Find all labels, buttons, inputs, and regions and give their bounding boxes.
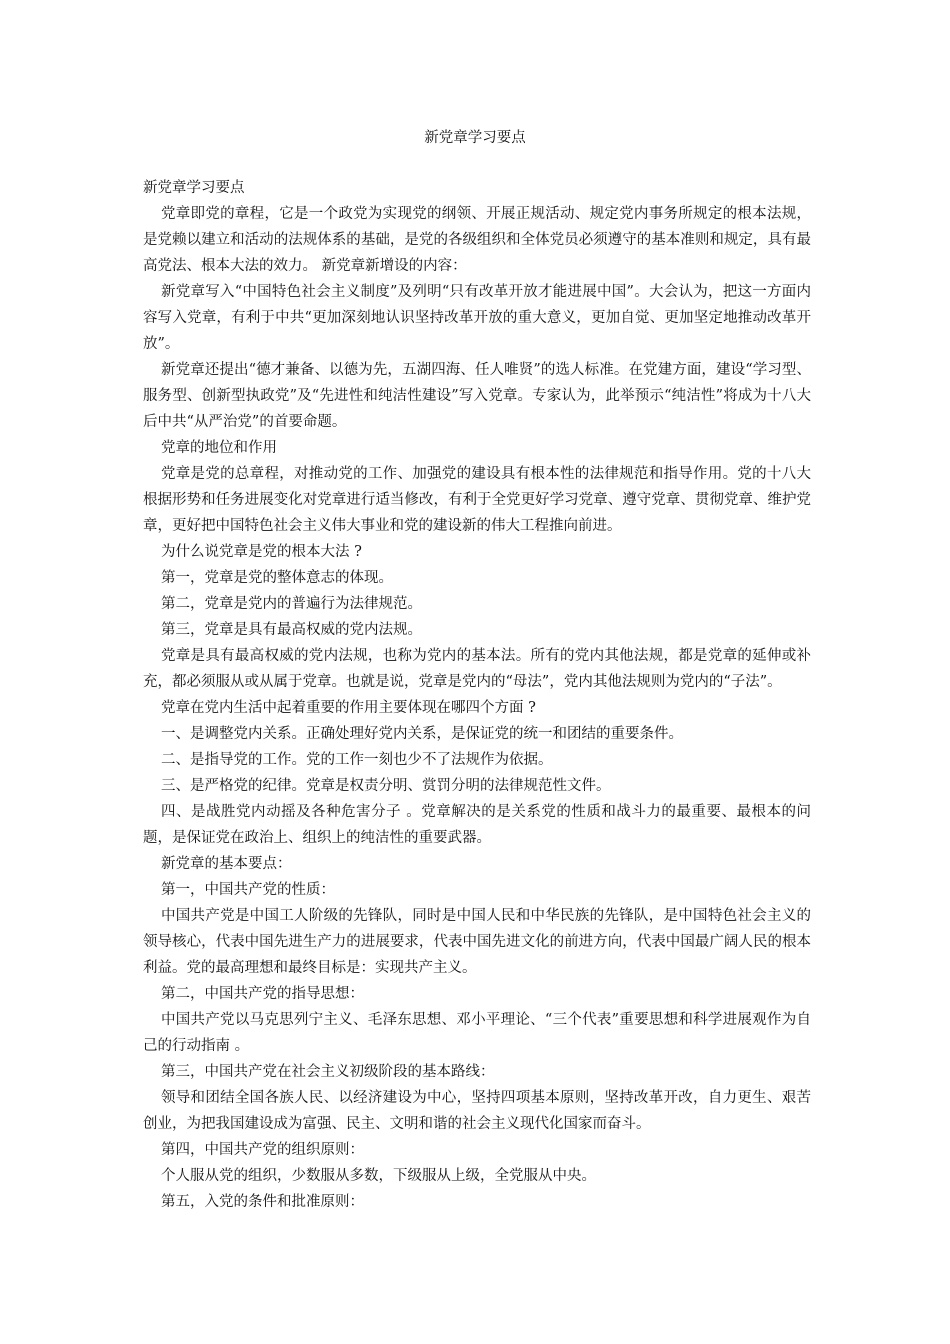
paragraph: 新党章还提出“德才兼备、以德为先，五湖四海、任人唯贤”的选人标准。在党建方面，建设“学习型、服务型、创新型执政党”及“先进性和纯洁性建设”写入党章。专家认为，此举预示“纯洁性”将成为十八大后中共“从严治党”的首要命题。	[143, 362, 811, 430]
document-body	[143, 175, 811, 1215]
paragraph: 四、是战胜党内动摇及各种危害分子 。党章解决的是关系党的性质和战斗力的最重要、最根本的问题，是保证党在政治上、组织上的纯洁性的重要武器。	[143, 804, 811, 846]
paragraph: 三、是严格党的纪律。党章是权责分明、赏罚分明的法律规范性文件。	[161, 778, 611, 794]
document-title: 新党章学习要点	[424, 130, 526, 146]
paragraph: 一、是调整党内关系。正确处理好党内关系，是保证党的统一和团结的重要条件。	[161, 726, 683, 742]
paragraph: 二、是指导党的工作。党的工作一刻也少不了法规作为依据。	[161, 752, 553, 768]
paragraph: 第一，党章是党的整体意志的体现。	[161, 570, 393, 586]
paragraph: 党章是具有最高权威的党内法规，也称为党内的基本法。所有的党内其他法规，都是党章的延伸或补充，都必须服从或从属于党章。也就是说，党章是党内的“母法”，党内其他法规则为党内的“子法”。	[143, 648, 811, 690]
paragraph: 新党章学习要点	[143, 180, 245, 196]
paragraph: 中国共产党是中国工人阶级的先锋队，同时是中国人民和中华民族的先锋队，是中国特色社会主义的领导核心，代表中国先进生产力的进展要求，代表中国先进文化的前进方向，代表中国最广阔人民的根本利益。党的最高理想和最终目标是：实现共产主义。	[143, 908, 811, 976]
paragraph: 新党章写入“中国特色社会主义制度”及列明“只有改革开放才能进展中国”。大会认为，把这一方面内容写入党章，有利于中共“更加深刻地认识坚持改革开放的重大意义，更加自觉、更加坚定地推动改革开放”。	[143, 284, 811, 352]
paragraph: 个人服从党的组织，少数服从多数，下级服从上级，全党服从中央。	[161, 1168, 596, 1184]
paragraph: 党章在党内生活中起着重要的作用主要体现在哪四个方面 ?	[161, 700, 536, 716]
paragraph: 党章是党的总章程，对推动党的工作、加强党的建设具有根本性的法律规范和指导作用。党的十八大根据形势和任务进展变化对党章进行适当修改，有利于全党更好学习党章、遵守党章、贯彻党章、维护党章，更好把中国特色社会主义伟大事业和党的建设新的伟大工程推向前进。	[143, 466, 811, 534]
paragraph: 党章的地位和作用	[161, 440, 277, 456]
paragraph: 第二，党章是党内的普遍行为法律规范。	[161, 596, 422, 612]
paragraph: 领导和团结全国各族人民、以经济建设为中心，坚持四项基本原则，坚持改革开改，自力更生、艰苦创业，为把我国建设成为富强、民主、文明和谐的社会主义现代化国家而奋斗。	[143, 1090, 811, 1132]
paragraph: 党章即党的章程，它是一个政党为实现党的纲领、开展正规活动、规定党内事务所规定的根本法规，是党赖以建立和活动的法规体系的基础，是党的各级组织和全体党员必须遵守的基本准则和规定，具有最高党法、根本大法的效力。 新党章新增设的内容：	[143, 206, 811, 274]
paragraph: 第五，入党的条件和批准原则：	[161, 1194, 364, 1210]
paragraph: 第三，党章是具有最高权威的党内法规。	[161, 622, 422, 638]
paragraph: 第一，中国共产党的性质：	[161, 882, 335, 898]
paragraph: 第三，中国共产党在社会主义初级阶段的基本路线：	[161, 1064, 495, 1080]
paragraph: 第四，中国共产党的组织原则：	[161, 1142, 364, 1158]
paragraph: 为什么说党章是党的根本大法 ?	[161, 544, 362, 560]
paragraph: 新党章的基本要点：	[161, 856, 292, 872]
paragraph: 中国共产党以马克思列宁主义、毛泽东思想、邓小平理论、“三个代表”重要思想和科学进展观作为自己的行动指南 。	[143, 1012, 811, 1054]
paragraph: 第二，中国共产党的指导思想：	[161, 986, 364, 1002]
